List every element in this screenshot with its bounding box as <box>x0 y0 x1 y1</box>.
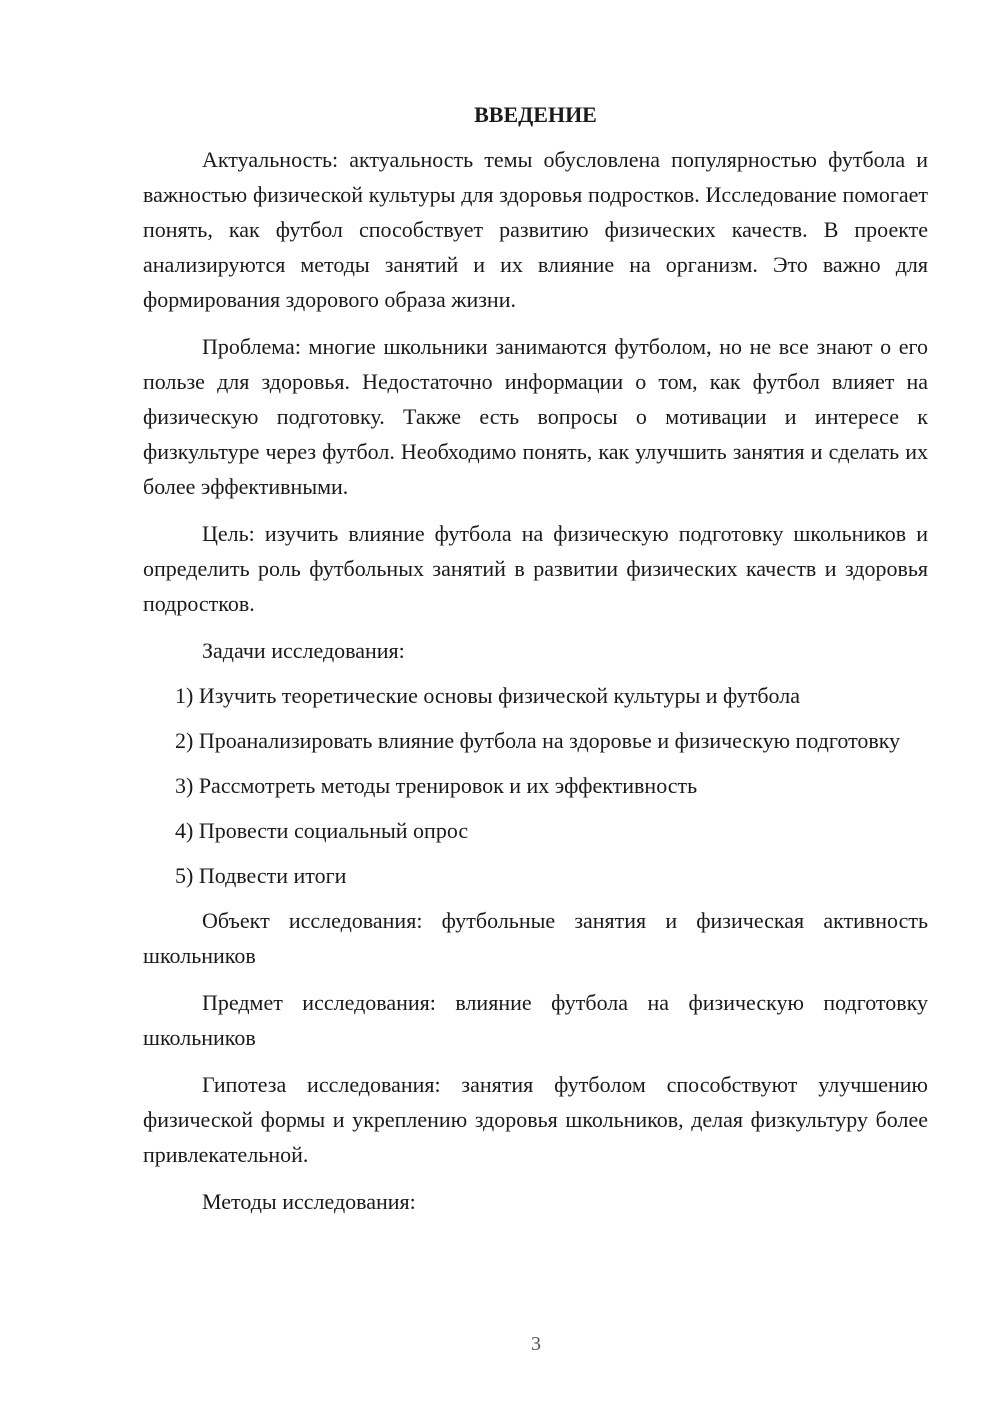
task-item-1: 1) Изучить теоретические основы физической культуры и футбола <box>175 683 800 708</box>
task-item-2: 2) Проанализировать влияние футбола на здоровье и физическую подготовку <box>175 728 901 753</box>
task-item-5: 5) Подвести итоги <box>175 863 347 888</box>
task-item-4: 4) Провести социальный опрос <box>175 818 469 843</box>
page-number: 3 <box>531 1333 541 1355</box>
page-content <box>143 97 928 1231</box>
object-paragraph: Объект исследования: футбольные занятия и физическая активность школьников <box>143 908 928 968</box>
hypothesis-paragraph: Гипотеза исследования: занятия футболом способствуют улучшению физической формы и укреплению здоровья школьников, делая физкультуру более привлекательной. <box>143 1072 928 1167</box>
page-title: ВВЕДЕНИЕ <box>474 102 597 127</box>
problem-paragraph: Проблема: многие школьники занимаются футболом, но не все знают о его пользе для здоровья. Недостаточно информации о том, как футбол влияет на физическую подготовку. Также есть вопросы о мотивации и интересе к физкультуре через футбол. Необходимо понять, как улучшить занятия и сделать их более эффективными. <box>143 334 928 499</box>
methods-title: Методы исследования: <box>202 1189 416 1214</box>
task-item-3: 3) Рассмотреть методы тренировок и их эффективность <box>175 773 698 798</box>
subject-paragraph: Предмет исследования: влияние футбола на физическую подготовку школьников <box>143 990 928 1050</box>
relevance-paragraph: Актуальность: актуальность темы обусловлена популярностью футбола и важностью физической культуры для здоровья подростков. Исследование помогает понять, как футбол способствует развитию физических качеств. В проекте анализируются методы занятий и их влияние на организм. Это важно для формирования здорового образа жизни. <box>143 147 928 312</box>
goal-paragraph: Цель: изучить влияние футбола на физическую подготовку школьников и определить роль футбольных занятий в развитии физических качеств и здоровья подростков. <box>143 521 928 616</box>
tasks-title: Задачи исследования: <box>202 638 405 663</box>
